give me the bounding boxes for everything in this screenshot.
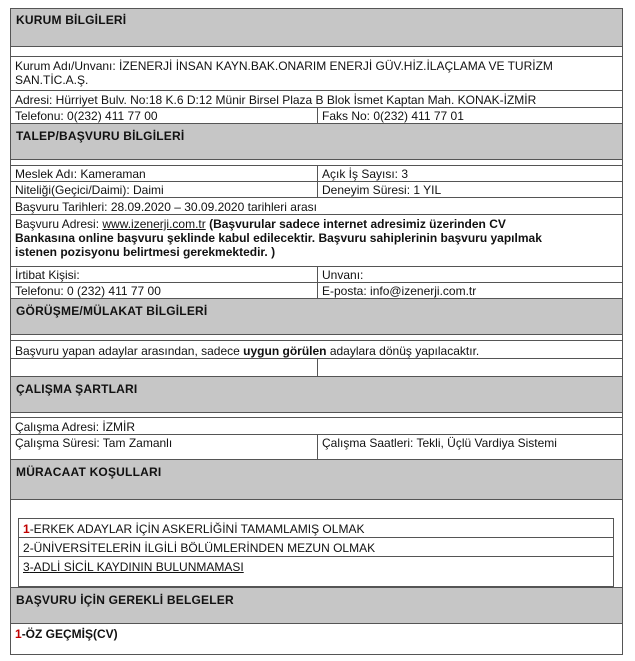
basvuru-adresi-cell	[10, 214, 623, 266]
list-item-number: 1	[15, 627, 22, 641]
nitelik: Niteliği(Geçici/Daimi): Daimi	[15, 183, 164, 197]
gorusme-text-bold: uygun görülen	[243, 344, 327, 358]
kurum-name-line2: SAN.TİC.A.Ş.	[15, 73, 89, 87]
irtibat-row	[10, 266, 623, 282]
list-item	[18, 537, 614, 557]
muracaat-list-area	[10, 499, 623, 587]
irtibat-kisisi: İrtibat Kişisi:	[15, 268, 80, 282]
calisma-suresi: Çalışma Süresi: Tam Zamanlı	[15, 436, 173, 450]
list-item-text: -ÜNİVERSİTELERİN İLGİLİ BÖLÜMLERİNDEN MEZUN OLMAK	[29, 541, 376, 555]
kurum-address: Adresi: Hürriyet Bulv. No:18 K.6 D:12 Münir Birsel Plaza B Blok İsmet Kaptan Mah. KONAK-İZMİR	[10, 90, 623, 107]
section-header-kurum: KURUM BİLGİLERİ	[10, 8, 623, 46]
website-link[interactable]: www.izenerji.com.tr	[102, 217, 206, 231]
spacer-row	[10, 46, 623, 56]
nitelik-row	[10, 181, 623, 197]
acik-is-sayisi: Açık İş Sayısı: 3	[322, 167, 409, 181]
gorusme-text-post: adaylara dönüş yapılacaktır.	[326, 344, 480, 358]
deneyim-suresi: Deneyim Süresi: 1 YIL	[322, 183, 442, 197]
empty-split-row	[10, 358, 623, 376]
basvuru-adresi-label: Başvuru Adresi:	[15, 217, 100, 231]
section-header-talep: TALEP/BAŞVURU BİLGİLERİ	[10, 123, 623, 159]
kurum-phone-row	[10, 107, 623, 123]
basvuru-note-line2: Bankasına online başvuru şeklinde kabul edilecektir. Başvuru sahiplerinin başvuru yapılmak	[15, 231, 542, 245]
column-divider	[317, 359, 318, 376]
gorusme-text	[10, 340, 623, 358]
kurum-phone: Telefonu: 0(232) 411 77 00	[15, 109, 158, 123]
unvan: Unvanı:	[322, 268, 364, 282]
list-item-number: 1	[23, 522, 30, 536]
list-item-number: 2	[23, 541, 30, 555]
gorusme-text-pre: Başvuru yapan adaylar arasından, sadece	[15, 344, 244, 358]
section-header-calisma: ÇALIŞMA ŞARTLARI	[10, 376, 623, 412]
meslek-row	[10, 165, 623, 181]
telefon-row	[10, 282, 623, 298]
list-item-text: -ERKEK ADAYLAR İÇİN ASKERLİĞİNİ TAMAMLAMIŞ OLMAK	[29, 522, 365, 536]
telefon: Telefonu: 0 (232) 411 77 00	[15, 284, 161, 298]
list-item-text: -ADLİ SİCİL KAYDININ BULUNMAMASI	[29, 560, 244, 574]
job-posting-form	[10, 8, 623, 655]
basvuru-note-line1: (Başvurular sadece internet adresimiz üzerinden CV	[209, 217, 506, 231]
list-item	[18, 518, 614, 538]
calisma-adresi: Çalışma Adresi: İZMİR	[10, 417, 623, 434]
list-item	[18, 556, 614, 587]
kurum-fax: Faks No: 0(232) 411 77 01	[322, 109, 464, 123]
kurum-name-cell	[10, 56, 623, 90]
basvuru-tarihleri: Başvuru Tarihleri: 28.09.2020 – 30.09.2020 tarihleri arası	[10, 197, 623, 214]
list-item-number: 3	[23, 560, 30, 574]
section-header-belgeler: BAŞVURU İÇİN GEREKLİ BELGELER	[10, 587, 623, 623]
basvuru-note-line3: istenen pozisyonu belirtmesi gerekmektedir. )	[15, 245, 276, 259]
calisma-sure-row	[10, 434, 623, 459]
section-header-muracaat: MÜRACAAT KOŞULLARI	[10, 459, 623, 499]
belgeler-list	[10, 623, 623, 655]
meslek-adi: Meslek Adı: Kameraman	[15, 167, 146, 181]
calisma-saatleri: Çalışma Saatleri: Tekli, Üçlü Vardiya Sistemi	[322, 436, 557, 450]
eposta: E-posta: info@izenerji.com.tr	[322, 284, 477, 298]
kurum-name-line1: Kurum Adı/Unvanı: İZENERJİ İNSAN KAYN.BAK.ONARIM ENERJİ GÜV.HİZ.İLAÇLAMA VE TURİZM	[15, 59, 553, 73]
section-header-gorusme: GÖRÜŞME/MÜLAKAT BİLGİLERİ	[10, 298, 623, 334]
list-item-text: -ÖZ GEÇMİŞ(CV)	[21, 627, 118, 641]
